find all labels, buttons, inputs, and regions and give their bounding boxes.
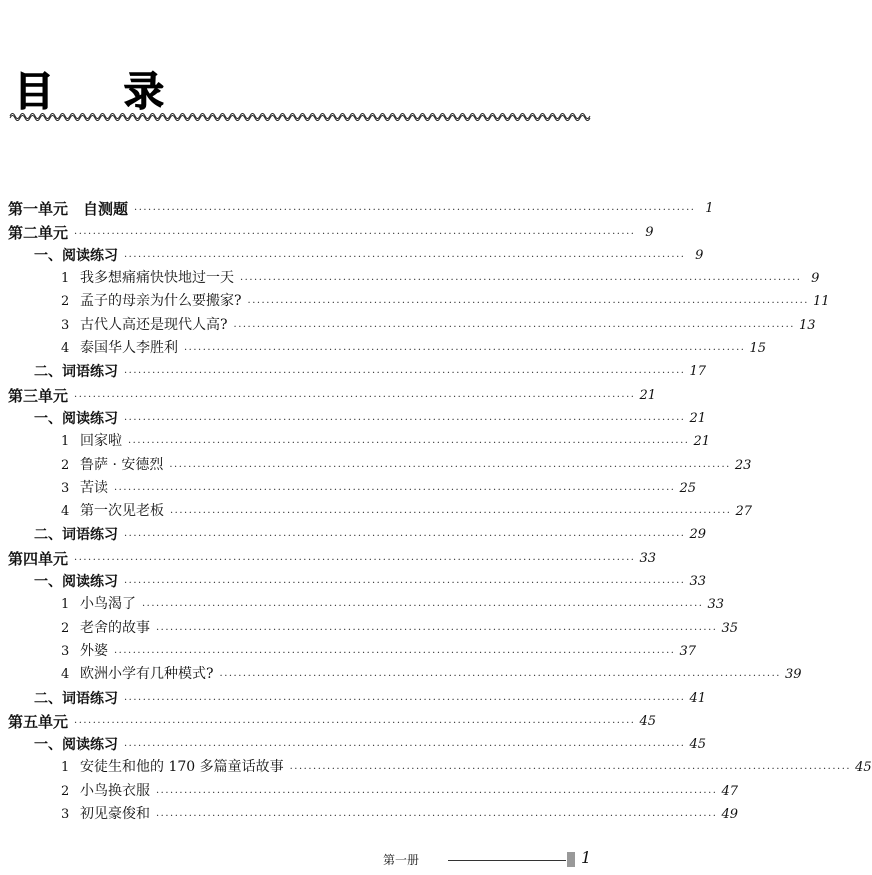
toc-lesson-entry[interactable] bbox=[8, 662, 802, 685]
toc-entry-label bbox=[8, 338, 178, 359]
toc-lesson-entry[interactable] bbox=[8, 452, 752, 475]
dot-leader: ························································································································ bbox=[134, 205, 696, 217]
toc-entry-label bbox=[8, 199, 128, 219]
toc-lesson-entry[interactable] bbox=[8, 802, 738, 825]
toc-entry-text: 欧洲小学有几种模式? bbox=[80, 666, 214, 683]
toc-entry-label bbox=[8, 223, 68, 243]
toc-entry-page: 49 bbox=[721, 807, 738, 823]
toc-entry-page: 39 bbox=[784, 667, 802, 683]
toc-entry-page: 29 bbox=[689, 527, 706, 543]
dot-leader: ························································································································ bbox=[114, 647, 676, 659]
dot-leader: ························································································································ bbox=[156, 811, 718, 823]
toc-entry-label bbox=[8, 525, 118, 545]
toc-entry-number: 1 bbox=[61, 760, 70, 776]
toc-entry-text: 一、阅读练习 bbox=[34, 247, 118, 264]
toc-entry-label bbox=[8, 618, 150, 639]
dot-leader: ························································································································ bbox=[124, 741, 686, 753]
toc-lesson-entry[interactable] bbox=[8, 336, 766, 359]
dot-leader: ························································································································ bbox=[124, 251, 686, 263]
toc-entry-label bbox=[8, 641, 108, 662]
toc-entry-label bbox=[8, 664, 214, 685]
toc-entry-label bbox=[8, 572, 118, 592]
toc-lesson-entry[interactable] bbox=[8, 476, 696, 499]
toc-entry-page: 9 bbox=[645, 224, 654, 240]
table-of-contents bbox=[8, 196, 872, 825]
toc-entry-page: 15 bbox=[749, 341, 766, 357]
toc-lesson-entry[interactable] bbox=[8, 778, 738, 801]
toc-entry-label bbox=[8, 431, 122, 452]
toc-entry-page: 33 bbox=[689, 574, 706, 590]
toc-entry-label bbox=[8, 315, 228, 336]
toc-unit-entry[interactable] bbox=[8, 382, 657, 405]
toc-entry-text: 第五单元 bbox=[8, 712, 69, 731]
volume-label: 第一册 bbox=[383, 853, 420, 867]
toc-entry-page: 45 bbox=[639, 713, 657, 729]
toc-entry-number: 3 bbox=[61, 807, 70, 823]
wavy-divider bbox=[10, 110, 585, 122]
toc-unit-entry[interactable] bbox=[8, 196, 714, 219]
toc-entry-page: 9 bbox=[811, 271, 820, 287]
toc-entry-text: 古代人高还是现代人高? bbox=[80, 316, 228, 333]
toc-entry-text: 第二单元 bbox=[8, 223, 69, 242]
toc-entry-label bbox=[8, 757, 284, 778]
page-title: 目 录 bbox=[14, 69, 192, 115]
toc-entry-label bbox=[8, 291, 242, 312]
toc-entry-label bbox=[8, 501, 164, 522]
toc-entry-number: 1 bbox=[61, 597, 70, 613]
dot-leader: ························································································································ bbox=[114, 484, 676, 496]
toc-section-entry[interactable] bbox=[8, 732, 706, 755]
toc-lesson-entry[interactable] bbox=[8, 499, 752, 522]
dot-leader: ························································································································ bbox=[289, 764, 852, 776]
toc-entry-text: 一、阅读练习 bbox=[34, 574, 118, 591]
dot-leader: ························································································································ bbox=[247, 298, 809, 310]
toc-entry-page: 9 bbox=[695, 247, 704, 263]
toc-entry-text: 孟子的母亲为什么要搬家? bbox=[80, 293, 242, 310]
toc-entry-label bbox=[8, 689, 118, 709]
toc-entry-label bbox=[8, 735, 118, 755]
toc-lesson-entry[interactable] bbox=[8, 266, 820, 289]
toc-entry-label bbox=[8, 781, 150, 802]
toc-entry-text: 第三单元 bbox=[8, 386, 69, 405]
dot-leader: ························································································································ bbox=[170, 508, 732, 520]
toc-entry-page: 45 bbox=[855, 760, 872, 776]
dot-leader: ························································································································ bbox=[156, 624, 718, 636]
toc-entry-number: 3 bbox=[61, 317, 70, 333]
toc-entry-text: 第一单元 自测题 bbox=[8, 200, 129, 219]
toc-lesson-entry[interactable] bbox=[8, 312, 816, 335]
toc-entry-number: 4 bbox=[61, 504, 70, 520]
toc-entry-text: 二、词语练习 bbox=[34, 364, 118, 381]
dot-leader: ························································································································ bbox=[74, 717, 636, 729]
toc-entry-label bbox=[8, 362, 118, 382]
toc-entry-text: 小鸟渴了 bbox=[80, 596, 136, 613]
toc-entry-text: 老舍的故事 bbox=[80, 619, 150, 636]
toc-entry-number: 2 bbox=[61, 457, 70, 473]
dot-leader: ························································································································ bbox=[156, 787, 718, 799]
toc-entry-page: 25 bbox=[679, 480, 696, 496]
toc-entry-label bbox=[8, 478, 108, 499]
toc-entry-page: 11 bbox=[812, 294, 830, 310]
dot-leader: ························································································································ bbox=[233, 321, 795, 333]
toc-entry-text: 安徒生和他的 170 多篇童话故事 bbox=[80, 759, 284, 776]
toc-entry-page: 27 bbox=[735, 504, 752, 520]
toc-entry-text: 苦读 bbox=[80, 479, 108, 496]
toc-entry-label bbox=[8, 455, 163, 476]
toc-entry-text: 一、阅读练习 bbox=[34, 737, 118, 754]
dot-leader: ························································································································ bbox=[124, 578, 686, 590]
toc-lesson-entry[interactable] bbox=[8, 592, 724, 615]
dot-leader: ························································································································ bbox=[169, 461, 731, 473]
dot-leader: ························································································································ bbox=[128, 438, 690, 450]
toc-unit-entry[interactable] bbox=[8, 219, 654, 242]
toc-entry-label bbox=[8, 549, 68, 569]
toc-entry-text: 一、阅读练习 bbox=[34, 410, 118, 427]
toc-entry-text: 泰国华人李胜利 bbox=[80, 340, 178, 357]
toc-section-entry[interactable] bbox=[8, 569, 706, 592]
toc-entry-page: 1 bbox=[705, 201, 714, 217]
toc-entry-text: 二、词语练习 bbox=[34, 690, 118, 707]
toc-entry-page: 21 bbox=[689, 410, 706, 426]
toc-unit-entry[interactable] bbox=[8, 545, 657, 568]
toc-lesson-entry[interactable] bbox=[8, 639, 696, 662]
toc-entry-number: 4 bbox=[61, 341, 70, 357]
toc-entry-label bbox=[8, 712, 68, 732]
toc-section-entry[interactable] bbox=[8, 243, 704, 266]
toc-section-entry[interactable] bbox=[8, 522, 706, 545]
toc-entry-label bbox=[8, 409, 118, 429]
toc-entry-label bbox=[8, 594, 136, 615]
toc-entry-page: 45 bbox=[689, 737, 706, 753]
dot-leader: ························································································································ bbox=[142, 601, 704, 613]
toc-entry-page: 35 bbox=[721, 620, 738, 636]
toc-entry-page: 21 bbox=[693, 434, 710, 450]
toc-entry-text: 第一次见老板 bbox=[80, 503, 164, 520]
toc-entry-text: 二、词语练习 bbox=[34, 527, 118, 544]
toc-section-entry[interactable] bbox=[8, 685, 706, 708]
toc-entry-label bbox=[8, 386, 68, 406]
dot-leader: ························································································································ bbox=[184, 345, 746, 357]
toc-entry-page: 37 bbox=[679, 643, 696, 659]
toc-entry-label bbox=[8, 246, 118, 266]
toc-entry-number: 2 bbox=[61, 294, 70, 310]
toc-entry-page: 21 bbox=[639, 387, 657, 403]
toc-lesson-entry[interactable] bbox=[8, 289, 830, 312]
toc-entry-page: 33 bbox=[707, 597, 724, 613]
toc-entry-text: 外婆 bbox=[80, 642, 108, 659]
toc-entry-number: 2 bbox=[61, 783, 70, 799]
toc-entry-label bbox=[8, 804, 150, 825]
dot-leader: ························································································································ bbox=[219, 671, 781, 683]
toc-entry-text: 我多想痛痛快快地过一天 bbox=[80, 270, 234, 287]
toc-entry-page: 33 bbox=[639, 550, 657, 566]
toc-section-entry[interactable] bbox=[8, 406, 706, 429]
toc-entry-number: 4 bbox=[61, 667, 70, 683]
dot-leader: ························································································································ bbox=[74, 391, 636, 403]
toc-entry-number: 1 bbox=[61, 271, 70, 287]
toc-entry-page: 13 bbox=[798, 317, 816, 333]
toc-entry-text: 初见豪俊和 bbox=[80, 806, 150, 823]
toc-entry-text: 回家啦 bbox=[80, 433, 122, 450]
toc-unit-entry[interactable] bbox=[8, 709, 657, 732]
toc-entry-text: 鲁萨 · 安德烈 bbox=[80, 456, 164, 473]
footer-marker bbox=[567, 852, 575, 867]
toc-entry-number: 1 bbox=[61, 434, 70, 450]
page-footer bbox=[383, 848, 593, 872]
toc-entry-page: 17 bbox=[689, 364, 706, 380]
dot-leader: ························································································································ bbox=[124, 368, 686, 380]
toc-entry-number: 3 bbox=[61, 480, 70, 496]
page-number: 1 bbox=[581, 848, 592, 867]
dot-leader: ························································································································ bbox=[74, 228, 636, 240]
toc-lesson-entry[interactable] bbox=[8, 755, 872, 778]
toc-lesson-entry[interactable] bbox=[8, 429, 710, 452]
toc-section-entry[interactable] bbox=[8, 359, 706, 382]
dot-leader: ························································································································ bbox=[124, 414, 686, 426]
toc-entry-page: 23 bbox=[734, 457, 752, 473]
toc-entry-text: 第四单元 bbox=[8, 549, 69, 568]
toc-entry-number: 3 bbox=[61, 643, 70, 659]
dot-leader: ························································································································ bbox=[124, 531, 686, 543]
toc-lesson-entry[interactable] bbox=[8, 615, 738, 638]
dot-leader: ························································································································ bbox=[124, 694, 686, 706]
toc-entry-label bbox=[8, 268, 234, 289]
toc-entry-text: 小鸟换衣服 bbox=[80, 782, 150, 799]
footer-rule bbox=[448, 860, 566, 861]
toc-entry-number: 2 bbox=[61, 620, 70, 636]
toc-entry-page: 47 bbox=[721, 783, 738, 799]
dot-leader: ························································································································ bbox=[240, 275, 802, 287]
toc-entry-page: 41 bbox=[689, 690, 706, 706]
dot-leader: ························································································································ bbox=[74, 554, 636, 566]
